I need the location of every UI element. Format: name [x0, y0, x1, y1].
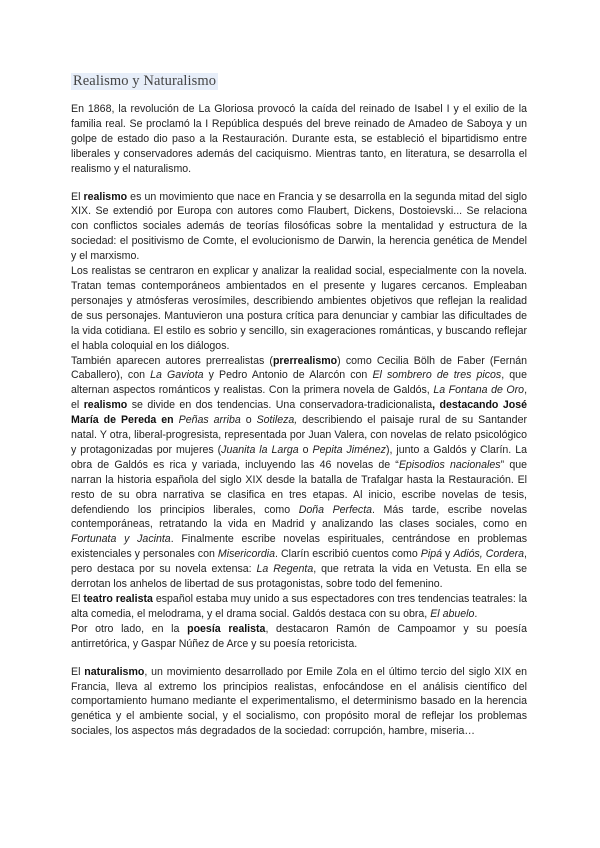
intro-paragraph: En 1868, la revolución de La Gloriosa provocó la caída del reinado de Isabel I y el exilio de la familia real. Se proclamó la I República después del breve reinado de Amadeo de Saboya y un golpe de estado dio paso a la Restauración. Durante esta, se estableció el bipartidismo entre liberales y conservadores además del caciquismo. Mientras tanto, en literatura, se desarrolla el realismo y el naturalismo.	[71, 103, 527, 175]
keyword-prerrealismo: prerrealismo	[272, 354, 338, 367]
title-penas-arriba: Peñas arriba	[178, 414, 241, 427]
title-juanita-la-larga: Juanita la Larga	[221, 443, 299, 456]
keyword-naturalismo: naturalismo	[84, 665, 145, 678]
document-page	[71, 72, 527, 739]
title-fontana-de-oro: La Fontana de Oro	[433, 384, 525, 397]
title-adios-cordera: Adiós, Cordera	[453, 548, 525, 561]
title-la-regenta: La Regenta	[256, 563, 314, 576]
title-pipa: Pipá	[420, 548, 442, 561]
title-episodios-nacionales: Episodios nacionales	[398, 458, 501, 471]
keyword-realismo-2: realismo	[83, 399, 128, 412]
title-sotileza: Sotileza,	[256, 414, 298, 427]
document-title: Realismo y Naturalismo	[73, 73, 217, 89]
realismo-paragraph-3: También aparecen autores prerrealistas (prerrealismo) como Cecilia Bölh de Faber (Fernán Caballero), con La Gaviota y Pedro Antonio de Alarcón con El sombrero de tres picos, que alternan aspectos románticos y realistas. Con la primera novela de Galdós, La Fontana de Oro, el realismo se divide en dos tendencias. Una conservadora-tradicionalista, destacando José María de Pereda en Peñas arriba o Sotileza, describiendo el paisaje rural de su Santander natal. Y otra, liberal-progresista, representada por Juan Valera, con novelas de relato psicológico y protagonizadas por mujeres (Juanita la Larga o Pepita Jiménez), junto a Galdós y Clarín. La obra de Galdós es rica y variada, incluyendo las 46 novelas de “Episodios nacionales” que narran la historia española del siglo XIX desde la batalla de Trafalgar hasta la Restauración. El resto de su obra narrativa se clasifica en tres etapas. Al inicio, escribe novelas de tesis, defendiendo los principios liberales, como Doña Perfecta. Más tarde, escribe novelas contemporáneas, retratando la vida en Madrid y analizando las clases sociales, como en Fortunata y Jacinta. Finalmente escribe novelas espirituales, centrándose en problemas existenciales y personales con Misericordia. Clarín escribió cuentos como Pipá y Adiós, Cordera, pero destaca por su novela extensa: La Regenta, que retrata la vida en Vetusta. En ella se derrotan los anhelos de libertad de sus protagonistas, sobre todo del femenino.	[71, 354, 528, 591]
teatro-paragraph: El teatro realista español estaba muy unido a sus espectadores con tres tendencias teatrales: la alta comedia, el melodrama, y el drama social. Galdós destaca con su obra, El abuelo.	[71, 593, 528, 620]
keyword-poesia-realista: poesía realista	[187, 622, 266, 635]
title-misericordia: Misericordia	[217, 548, 276, 561]
poesia-paragraph: Por otro lado, en la poesía realista, destacaron Ramón de Campoamor y su poesía antirretórica, y Gaspar Núñez de Arce y su poesía retoricista.	[71, 622, 527, 650]
title-pepita-jimenez: Pepita Jiménez	[312, 443, 386, 456]
keyword-realismo: realismo	[83, 190, 128, 203]
title-la-gaviota: La Gaviota	[150, 369, 204, 382]
title-el-sombrero: El sombrero de tres picos	[372, 369, 502, 382]
realismo-paragraph-2: Los realistas se centraron en explicar y analizar la realidad social, especialmente con la novela. Tratan temas contemporáneos ambientados en el presente y lugares cercanos. Empleaban personajes y atmósferas verosímiles, describiendo ambientes objetivos que reflejan la realidad de sus personajes. Mantuvieron una postura crítica para denunciar y cambiar las dificultades de la vida cotidiana. El estilo es sobrio y sencillo, sin exageraciones románticas, y buscando reflejar el habla coloquial en los diálogos.	[71, 265, 527, 352]
title-el-abuelo: El abuelo	[430, 607, 475, 620]
realismo-paragraph-1: El realismo es un movimiento que nace en Francia y se desarrolla en la segunda mitad del siglo XIX. Se extendió por Europa con autores como Flaubert, Dickens, Dostoievski... Se relaciona con conflictos sociales además de teorías filosóficas sobre la mentalidad y estructura de la sociedad: el positivismo de Comte, el evolucionismo de Darwin, la herencia genética de Mendel y el marxismo.	[71, 190, 527, 263]
keyword-teatro-realista: teatro realista	[83, 593, 153, 605]
title-dona-perfecta: Doña Perfecta	[298, 503, 373, 516]
naturalismo-paragraph: El naturalismo, un movimiento desarrollado por Emile Zola en el último tercio del siglo XIX en Francia, lleva al extremo los principios realistas, enfocándose en el análisis científico del comportamiento humano mediante el experimentalismo, el determinismo basado en la herencia genética y el ambiente social, y el socialismo, con propósito moral de reflejar los problemas sociales, los aspectos más degradados de la sociedad: corrupción, hambre, miseria…	[71, 665, 527, 738]
title-fortunata-y-jacinta: Fortunata y Jacinta	[71, 533, 171, 546]
